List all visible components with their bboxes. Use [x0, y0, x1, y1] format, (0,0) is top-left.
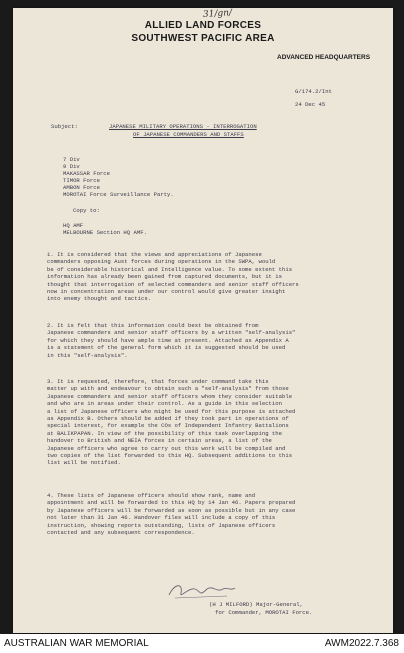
letterhead-line2: SOUTHWEST PACIFIC AREA: [131, 33, 275, 44]
addressee: 7 Div: [63, 156, 80, 163]
footer-bar: [0, 634, 404, 653]
reference-number: G/174.2/Int: [295, 88, 332, 95]
subject-label: Subject:: [51, 123, 78, 130]
footer-accession-number: AWM2022.7.368: [324, 638, 399, 649]
copy-to-entry: HQ AMF: [63, 222, 84, 229]
addressee: TIMOR Force: [63, 177, 100, 184]
copy-to-label: Copy to:: [73, 207, 100, 214]
subject-line-2: OF JAPANESE COMMANDERS AND STAFFS: [133, 131, 244, 138]
paragraph-4: 4. These lists of Japanese officers should show rank, name and appointment and will be forwarded to this HQ by 14 Jan 46. Papers prepared by Japanese officers will be forwarded as soon as possible but in any case not later than 31 Jan 46. Handover files will include a copy of this instruction, showing reports outstanding, lists of Japanese officers contacted and any subsequent correspondence.: [47, 492, 296, 537]
handwritten-annotation: 31/gn/: [202, 7, 233, 21]
document-page: [13, 8, 393, 633]
letterhead-line1: ALLIED LAND FORCES: [144, 20, 262, 31]
addressee: MOROTAI Force Surveillance Party.: [63, 191, 174, 198]
signature-text: [173, 583, 230, 590]
paragraph-2: 2. It is felt that this information could best be obtained from Japanese commanders and senior staff officers by a written "self-analysis" for which they should have ample time at present. Attached as Appendix A is a statement of the general form which it is suggested should be used in this "self-analysis".: [47, 322, 296, 359]
subject-line-1: JAPANESE MILITARY OPERATIONS - INTERROGATION: [109, 123, 257, 130]
addressee: AMBON Force: [63, 184, 100, 191]
paragraph-1: 1. It is considered that the views and appreciations of Japanese commanders opposing Aust forces during operations in the SWPA, would be of considerable historical and Intelligence value. To some extent this information has already been gained from captured documents, but it is thought that interrogation of selected commanders and senior staff officers now in concentration areas under our control would give greater insight into enemy thought and tactics.: [47, 251, 299, 303]
signature-name: (H J MILFORD) Major-General,: [209, 601, 303, 608]
advanced-hq-label: ADVANCED HEADQUARTERS: [277, 54, 371, 61]
addressee: MAKASSAR Force: [63, 170, 110, 177]
document-date: 24 Dec 45: [295, 101, 326, 108]
copy-to-entry: MELBOURNE Section HQ AMF.: [63, 229, 147, 236]
footer-source: AUSTRALIAN WAR MEMORIAL: [4, 638, 149, 649]
addressee: 9 Div: [63, 163, 80, 170]
paragraph-3: 3. It is requested, therefore, that forces under command take this matter up with and endeavour to obtain such a "self-analysis" from those Japanese commanders and senior staff officers whom they consider suitable and who are in areas under their control. As a guide in this selection a list of Japanese officers who might be used for this purpose is attached as Appendix B. Others should be added if they took part in operations of special interest, for example the COs of Independent Infantry Battalions at BALIKPAPAN. In view of the possibility of this task overlapping the handover to British and NEIA forces in certain areas, a list of the Japanese officers who agree to carry out this work will be compiled and two copies of the list forwarded to this HQ. Subsequent additions to this list will be notified.: [47, 378, 296, 467]
signature-title: for Commander, MOROTAI Force.: [215, 609, 313, 616]
